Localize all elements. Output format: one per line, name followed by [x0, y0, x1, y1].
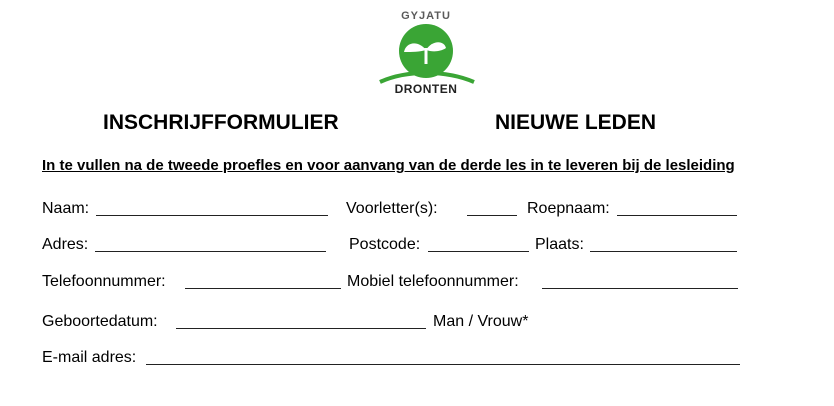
voorletters-label: Voorletter(s): — [346, 200, 438, 217]
postcode-label: Postcode: — [349, 236, 421, 253]
email-label: E-mail adres: — [42, 349, 137, 366]
adres-label: Adres: — [42, 236, 89, 253]
email-field[interactable] — [146, 364, 740, 365]
naam-field[interactable] — [96, 215, 328, 216]
geslacht-option[interactable]: Man / Vrouw* — [433, 313, 529, 330]
club-logo — [376, 6, 476, 98]
roepnaam-field[interactable] — [617, 215, 737, 216]
plaats-label: Plaats: — [535, 236, 584, 253]
row-naam — [0, 199, 834, 219]
form-subtitle: NIEUWE LEDEN — [495, 111, 657, 134]
telefoonnummer-field[interactable] — [185, 288, 341, 289]
telefoonnummer-label: Telefoonnummer: — [42, 273, 166, 290]
logo-name-bottom: DRONTEN — [394, 82, 458, 96]
mobiel-label: Mobiel telefoonnummer: — [347, 273, 519, 290]
naam-label: Naam: — [42, 200, 90, 217]
plaats-field[interactable] — [590, 251, 737, 252]
geboortedatum-field[interactable] — [176, 328, 426, 329]
voorletters-field[interactable] — [467, 215, 517, 216]
mobiel-field[interactable] — [542, 288, 738, 289]
geboortedatum-label: Geboortedatum: — [42, 313, 158, 330]
row-telefoon — [0, 272, 834, 292]
row-geboortedatum — [0, 312, 834, 332]
form-title: INSCHRIJFFORMULIER — [103, 111, 339, 134]
postcode-field[interactable] — [428, 251, 529, 252]
logo-name-top: GYJATU — [401, 10, 451, 22]
row-adres — [0, 235, 834, 255]
instructions-text: In te vullen na de tweede proefles en voor aanvang van de derde les in te leveren bij de lesleiding — [42, 157, 735, 174]
roepnaam-label: Roepnaam: — [527, 200, 610, 217]
adres-field[interactable] — [95, 251, 326, 252]
row-email — [0, 348, 834, 368]
